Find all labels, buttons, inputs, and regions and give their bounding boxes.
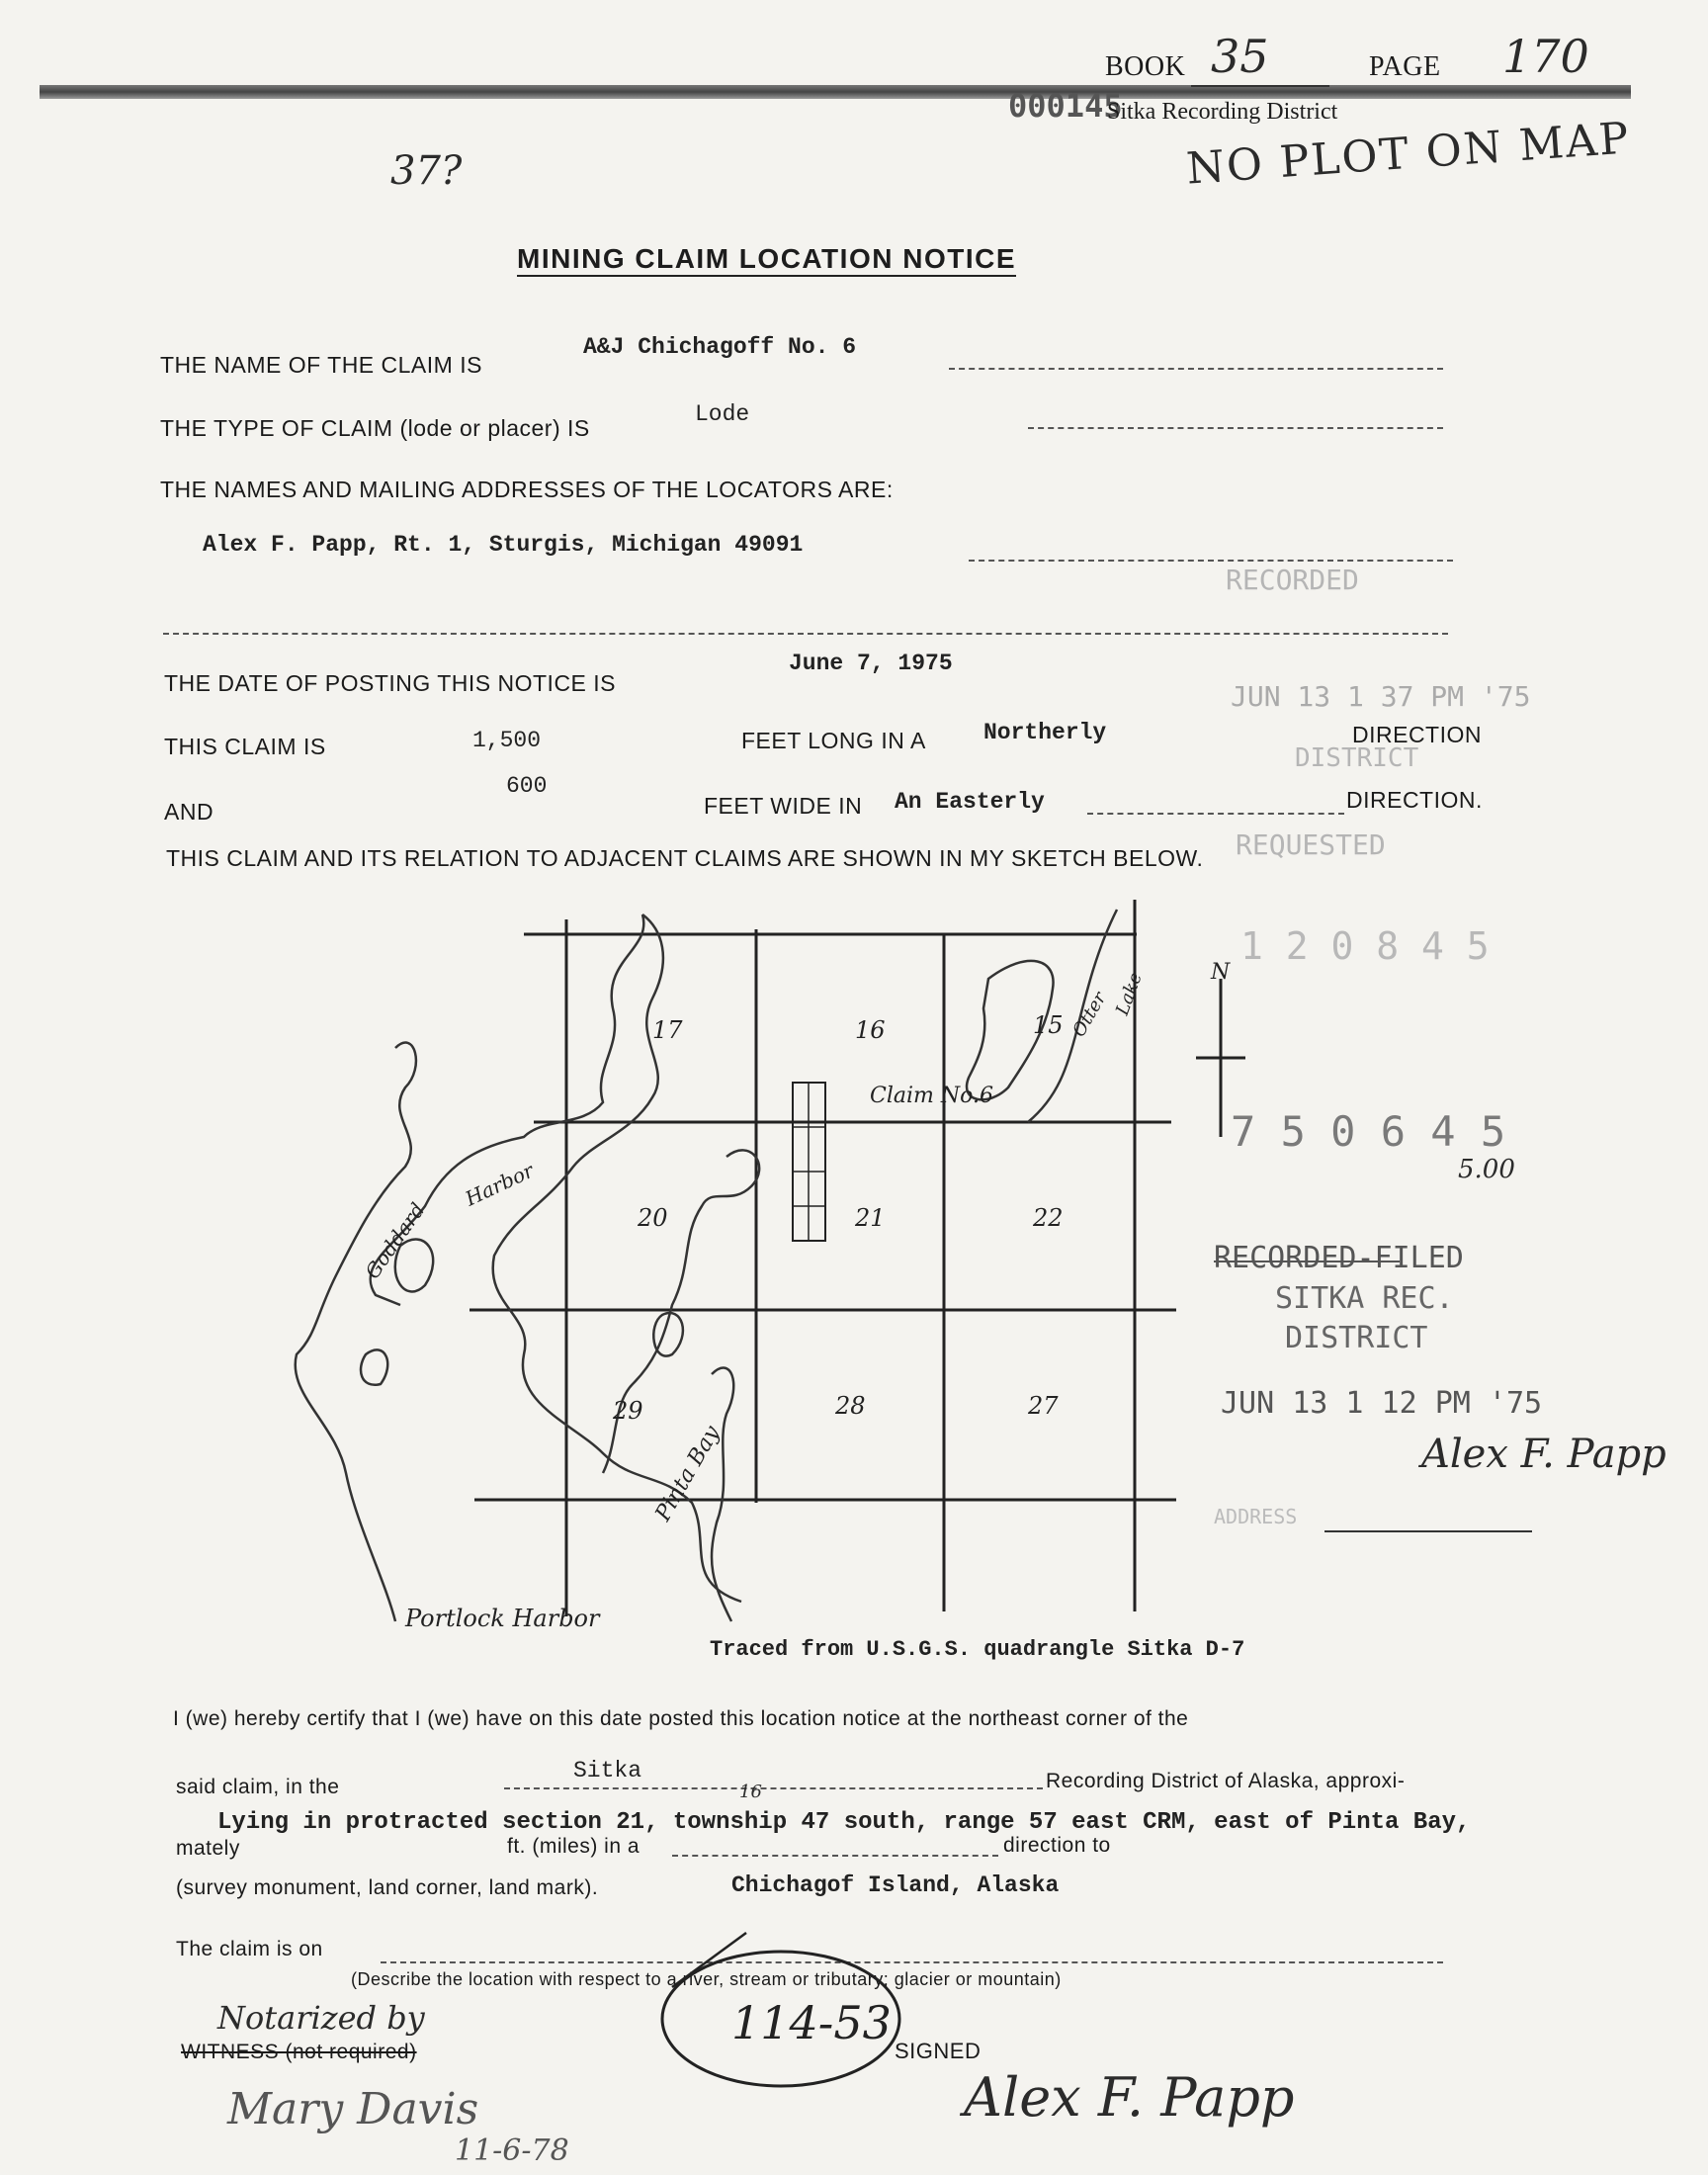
direction-label-2: DIRECTION. xyxy=(1346,787,1483,813)
locators-label: THE NAMES AND MAILING ADDRESSES OF THE LOCATORS ARE: xyxy=(160,477,894,502)
book-line xyxy=(1191,85,1329,87)
wide-label: FEET WIDE IN xyxy=(704,793,863,819)
claim-name-line xyxy=(949,368,1443,370)
location-typed-line: Lying in protracted section 21, township 47 south, range 57 east CRM, east of Pinta Bay, xyxy=(217,1809,1471,1836)
book-value: 35 xyxy=(1211,30,1269,83)
bay-outline xyxy=(603,1150,759,1473)
claim-sketch-map xyxy=(277,890,1231,1632)
long-direction-value: Northerly xyxy=(983,720,1107,745)
bay-outline xyxy=(712,1368,733,1621)
circled-number: 114-53 xyxy=(731,1996,892,2049)
place-label: Portlock Harbor xyxy=(405,1605,600,1632)
section-label: 28 xyxy=(835,1392,866,1420)
describe-label: (Describe the location with respect to a river, stream or tributary; glacier or mountain) xyxy=(351,1969,1062,1989)
page-title: MINING CLAIM LOCATION NOTICE xyxy=(517,243,1016,277)
posting-label: THE DATE OF POSTING THIS NOTICE IS xyxy=(164,670,617,696)
witness-signature: Mary Davis xyxy=(227,2084,479,2134)
stamp-signature: Alex F. Papp xyxy=(1421,1432,1666,1477)
island-value: Chichagof Island, Alaska xyxy=(731,1872,1060,1898)
page-label: PAGE xyxy=(1369,51,1441,82)
claim-name-label: THE NAME OF THE CLAIM IS xyxy=(160,352,482,378)
address-line xyxy=(1324,1530,1532,1532)
stamp-date: JUN 13 1 12 PM '75 xyxy=(1221,1386,1543,1421)
note-right: NO PLOT ON MAP xyxy=(1184,113,1633,195)
sketch-label: THIS CLAIM AND ITS RELATION TO ADJACENT CLAIMS ARE SHOWN IN MY SKETCH BELOW. xyxy=(166,845,1204,871)
posting-value: June 7, 1975 xyxy=(789,651,953,676)
faint-stamp: RECORDED xyxy=(1226,564,1359,596)
north-label: N xyxy=(1211,960,1231,985)
place-label: Lake xyxy=(1111,969,1147,1018)
fee-note: 5.00 xyxy=(1458,1155,1515,1184)
claim-type-line xyxy=(1028,427,1443,429)
said-claim-label: said claim, in the xyxy=(176,1776,340,1798)
mately-label: mately xyxy=(176,1837,240,1860)
circled-number-mark xyxy=(652,1928,909,2096)
witness-date: 11-6-78 xyxy=(455,2133,569,2168)
stamp-recorded: RECORDED-FILED xyxy=(1214,1241,1464,1275)
book-label: BOOK xyxy=(1105,51,1186,82)
length-value: 1,500 xyxy=(472,728,542,753)
stamp-district: DISTRICT xyxy=(1285,1321,1428,1355)
map-caption: Traced from U.S.G.S. quadrangle Sitka D-7 xyxy=(710,1637,1245,1662)
stamp-number: 7 5 0 6 4 5 xyxy=(1231,1107,1506,1156)
note-left: 37? xyxy=(390,148,463,194)
arrow-line xyxy=(672,1933,746,1987)
address-label: ADDRESS xyxy=(1214,1505,1298,1528)
page-value: 170 xyxy=(1502,30,1589,83)
faint-stamp: REQUESTED xyxy=(1236,828,1386,861)
direction-label-1: DIRECTION xyxy=(1352,722,1482,747)
section-correction: 16 xyxy=(739,1782,762,1802)
long-label: FEET LONG IN A xyxy=(741,728,926,753)
claim-name-value: A&J Chichagoff No. 6 xyxy=(583,334,857,360)
locators-value: Alex F. Papp, Rt. 1, Sturgis, Michigan 49091 xyxy=(203,532,804,558)
wide-direction-value: An Easterly xyxy=(895,789,1045,815)
section-label: 17 xyxy=(652,1016,683,1044)
coastline-path xyxy=(371,914,644,1305)
witness-note: Notarized by xyxy=(217,1999,425,2037)
claim-box xyxy=(793,1083,825,1241)
scan-edge-bar xyxy=(40,85,1631,99)
claim-label: Claim No.6 xyxy=(870,1084,993,1108)
section-grid xyxy=(470,900,1176,1616)
place-label: Pinta Bay xyxy=(650,1422,726,1525)
width-value: 600 xyxy=(506,773,548,799)
faint-stamp: JUN 13 1 37 PM '75 xyxy=(1231,680,1531,713)
section-label: 29 xyxy=(613,1397,643,1425)
coastline xyxy=(296,910,1117,1621)
faint-stamp: 1 2 0 8 4 5 xyxy=(1240,924,1490,968)
district-label: Sitka Recording District xyxy=(1107,99,1338,125)
island-outline xyxy=(361,1349,387,1384)
claim-type-value: Lode xyxy=(695,401,750,427)
place-label: Harbor xyxy=(461,1158,538,1211)
coastline-path xyxy=(296,1043,416,1621)
survey-label: (survey monument, land corner, land mark). xyxy=(176,1876,599,1899)
claim-type-label: THE TYPE OF CLAIM (lode or placer) IS xyxy=(160,415,590,441)
strike-line xyxy=(1214,1261,1400,1262)
section-label: 16 xyxy=(855,1016,886,1044)
direction-to-label: direction to xyxy=(1003,1834,1111,1857)
and-label: AND xyxy=(164,799,214,825)
ft-miles-label: ft. (miles) in a xyxy=(507,1835,640,1858)
faint-stamp: DISTRICT xyxy=(1295,743,1419,773)
witness-label: WITNESS (not required) xyxy=(181,2041,417,2063)
certify-line-1: I (we) hereby certify that I (we) have on this date posted this location notice at the northeast corner of the xyxy=(173,1707,1189,1730)
section-label: 21 xyxy=(855,1204,886,1232)
place-label: Goddard xyxy=(360,1198,430,1283)
signed-label: SIGNED xyxy=(895,2039,982,2063)
claim-is-label: THIS CLAIM IS xyxy=(164,734,326,759)
locator-signature: Alex F. Papp xyxy=(964,2066,1295,2129)
top-stamp: 000145 xyxy=(1008,87,1123,125)
locators-line-2 xyxy=(163,633,1448,635)
district-value: Sitka xyxy=(573,1758,642,1784)
section-label: 15 xyxy=(1033,1011,1064,1039)
recording-district-label: Recording District of Alaska, approxi- xyxy=(1046,1770,1406,1792)
district-line xyxy=(504,1787,1043,1789)
place-label: Otter xyxy=(1068,989,1111,1041)
claim-on-line xyxy=(381,1961,1443,1963)
section-label: 27 xyxy=(1028,1392,1059,1420)
stamp-sitka: SITKA REC. xyxy=(1275,1281,1454,1316)
section-label: 20 xyxy=(638,1204,668,1232)
claim-on-label: The claim is on xyxy=(176,1938,323,1960)
section-label: 22 xyxy=(1033,1204,1064,1232)
direction-blank-line xyxy=(672,1855,998,1857)
wide-line xyxy=(1087,813,1344,815)
locators-line-1 xyxy=(969,560,1453,562)
